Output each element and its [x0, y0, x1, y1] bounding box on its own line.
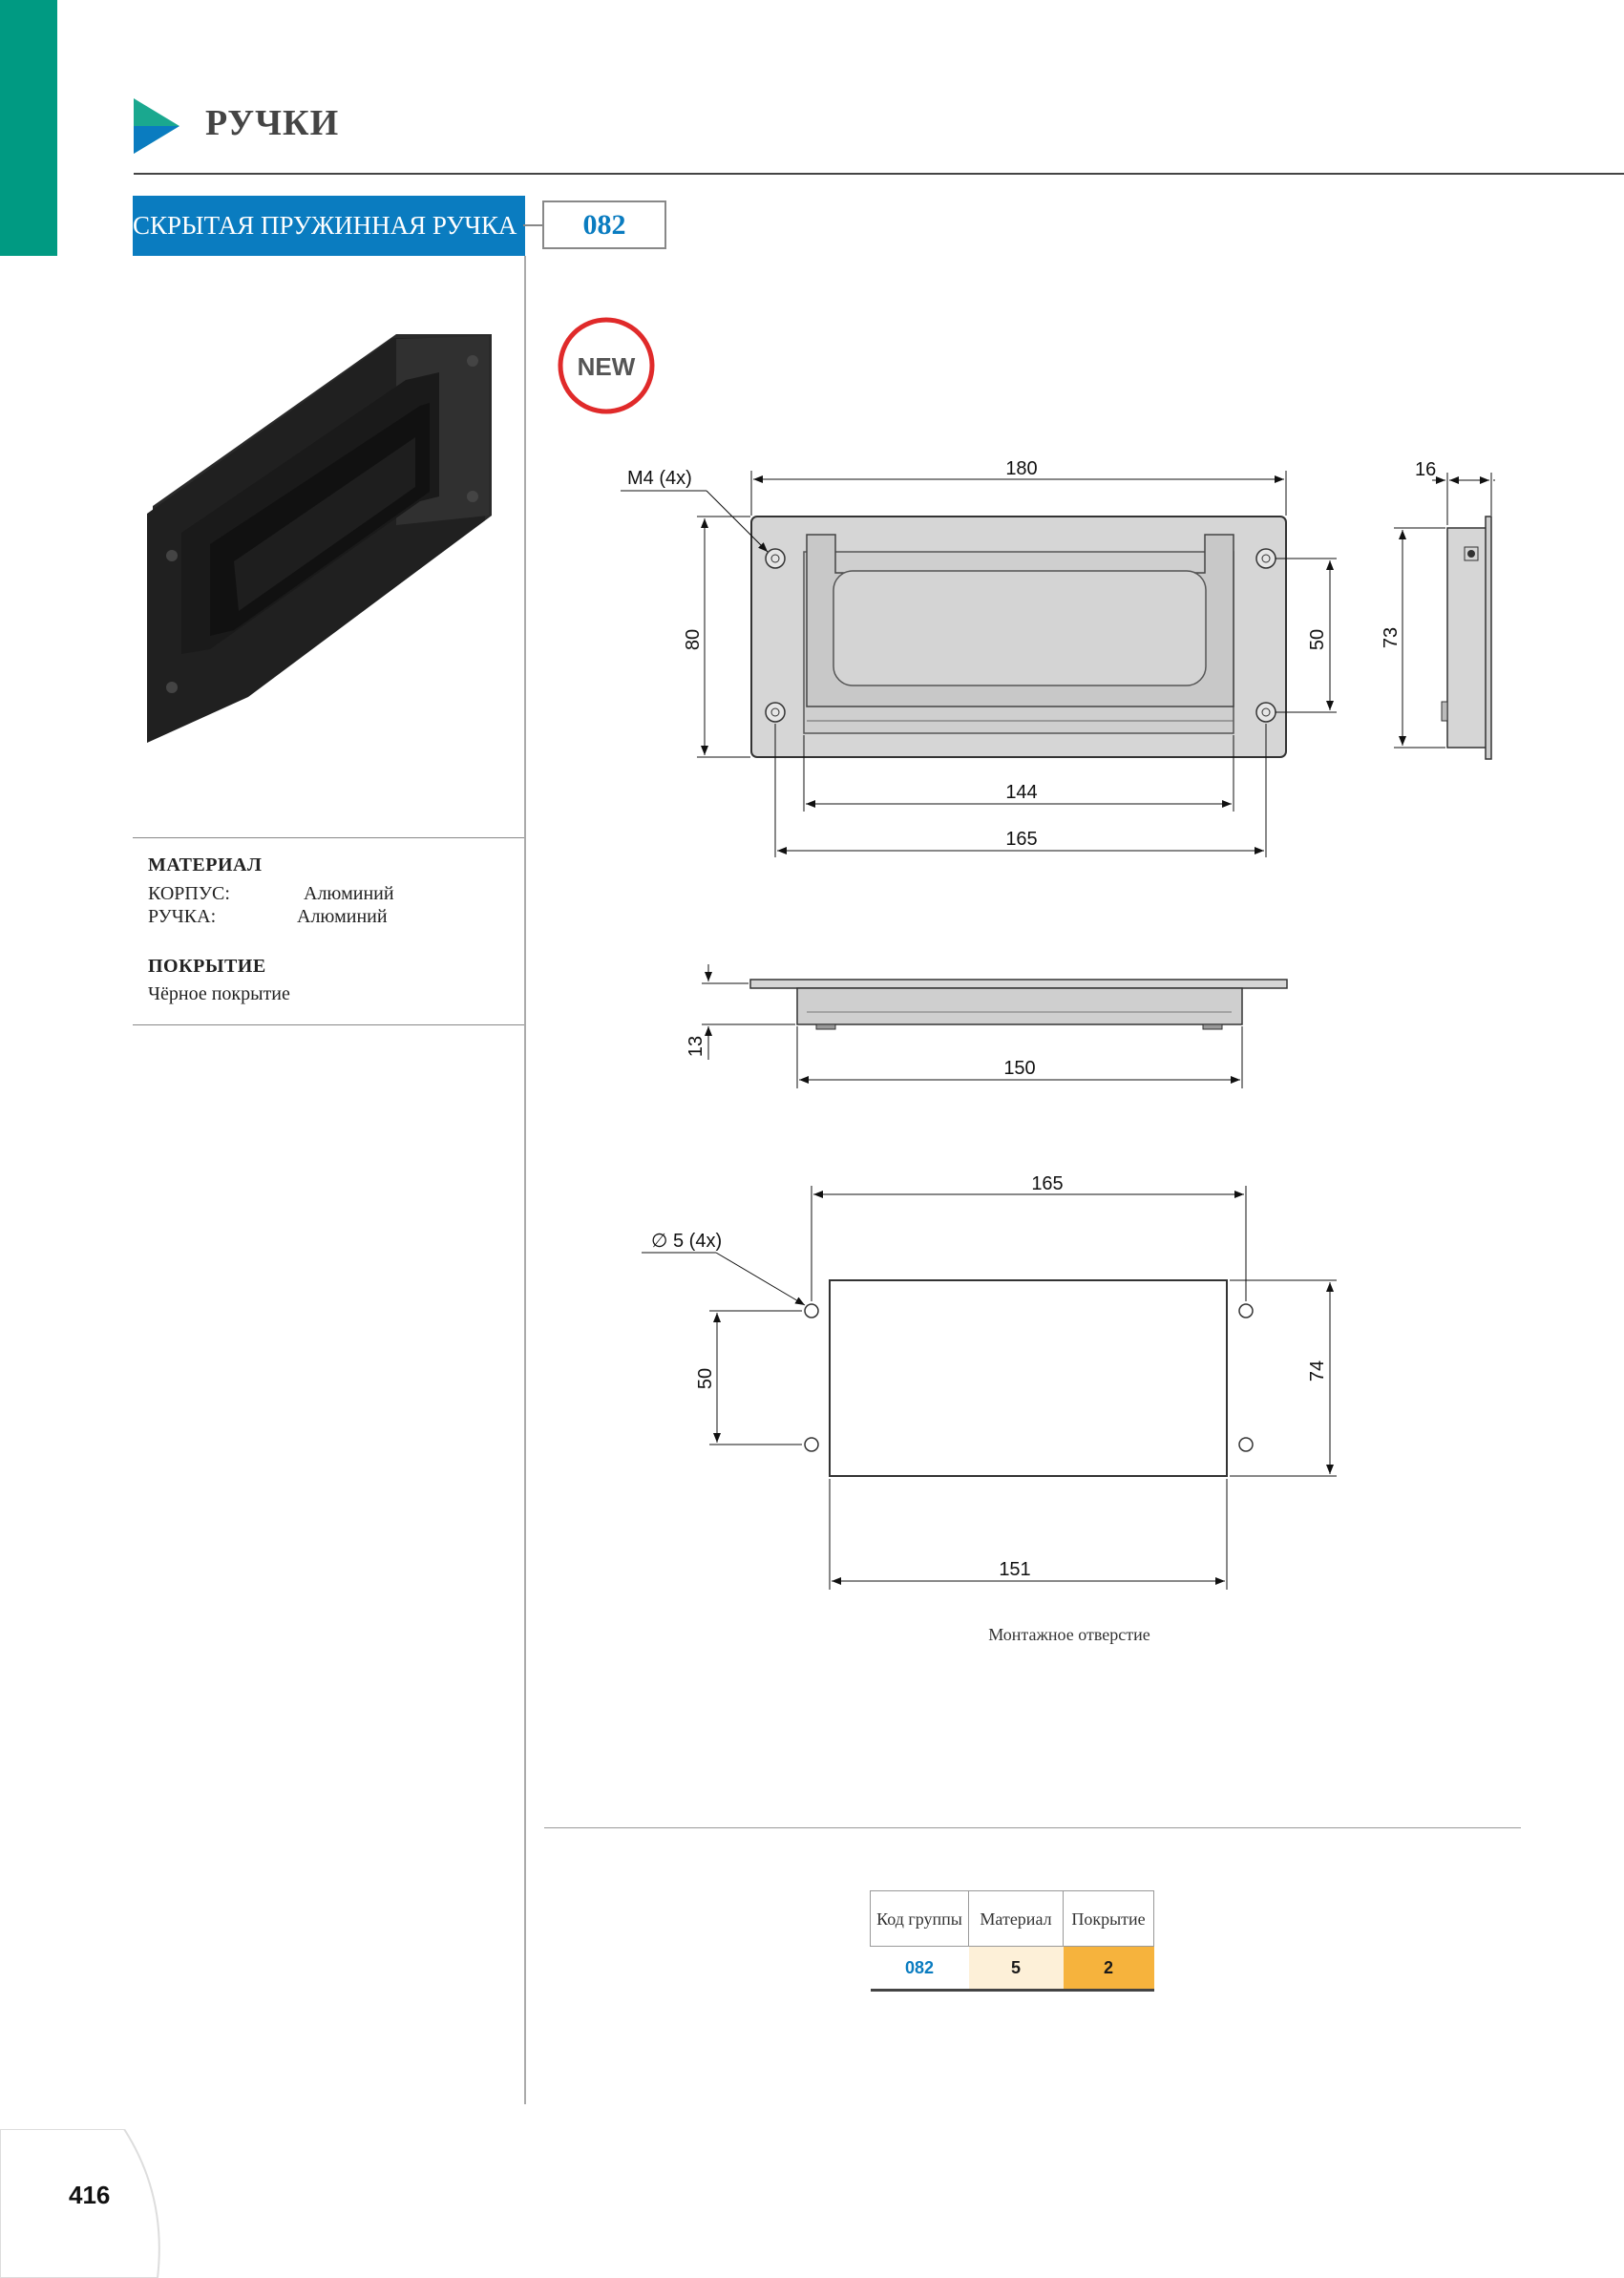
dim-height-holes: 50 [1307, 628, 1328, 651]
new-badge [556, 315, 657, 416]
handle-value: Алюминий [297, 906, 388, 927]
header-group-code: Код группы [871, 1891, 969, 1947]
drawing-cutout-view [630, 1165, 1375, 1594]
header-rule [134, 173, 1624, 175]
handle-label: РУЧКА: [148, 906, 217, 927]
section-title: РУЧКИ [205, 103, 340, 143]
codes-table [870, 1890, 1154, 1992]
specs-top-rule [133, 837, 524, 838]
value-coating: 2 [1064, 1947, 1154, 1991]
value-group-code: 082 [871, 1947, 969, 1991]
coating-value: Чёрное покрытие [148, 983, 290, 1004]
dim-width-holes: 165 [1005, 829, 1038, 850]
value-material: 5 [969, 1947, 1064, 1991]
dim-cutout-holes-width: 165 [1031, 1173, 1064, 1194]
drawing-side-view [1365, 449, 1508, 773]
page-number: 416 [69, 2181, 111, 2209]
dim-cutout-hole-note: ∅ 5 (4x) [651, 1231, 723, 1252]
footer-rule [544, 1827, 1521, 1828]
column-divider [524, 256, 526, 2104]
product-photo [143, 325, 506, 745]
dim-height-overall: 80 [683, 628, 704, 651]
dim-width-overall: 180 [1005, 458, 1038, 479]
cutout-caption: Монтажное отверстие [988, 1625, 1150, 1644]
product-code: 082 [542, 200, 666, 249]
dim-bottom-depth: 13 [685, 1035, 707, 1058]
brand-color-bar [0, 0, 57, 256]
dim-bottom-width: 150 [1003, 1058, 1036, 1079]
dim-cutout-holes-height: 50 [695, 1367, 716, 1390]
label-connector [523, 223, 544, 227]
drawing-bottom-view [668, 955, 1318, 1098]
dim-hole-note: M4 (4x) [627, 468, 692, 489]
dim-side-height: 73 [1381, 626, 1402, 649]
section-arrow-icon [134, 98, 179, 154]
coating-heading: ПОКРЫТИЕ [148, 956, 266, 977]
dim-cutout-width: 151 [999, 1559, 1031, 1580]
dim-cutout-height: 74 [1307, 1360, 1328, 1382]
body-value: Алюминий [304, 883, 394, 904]
dim-side-depth: 16 [1415, 459, 1437, 480]
specs-bottom-rule [133, 1024, 524, 1025]
material-heading: МАТЕРИАЛ [148, 854, 263, 875]
body-label: КОРПУС: [148, 883, 230, 904]
product-name: СКРЫТАЯ ПРУЖИННАЯ РУЧКА [133, 196, 525, 256]
dim-width-inner: 144 [1005, 782, 1038, 803]
header-material: Материал [969, 1891, 1064, 1947]
header-coating: Покрытие [1064, 1891, 1154, 1947]
new-badge-text: NEW [577, 352, 636, 381]
